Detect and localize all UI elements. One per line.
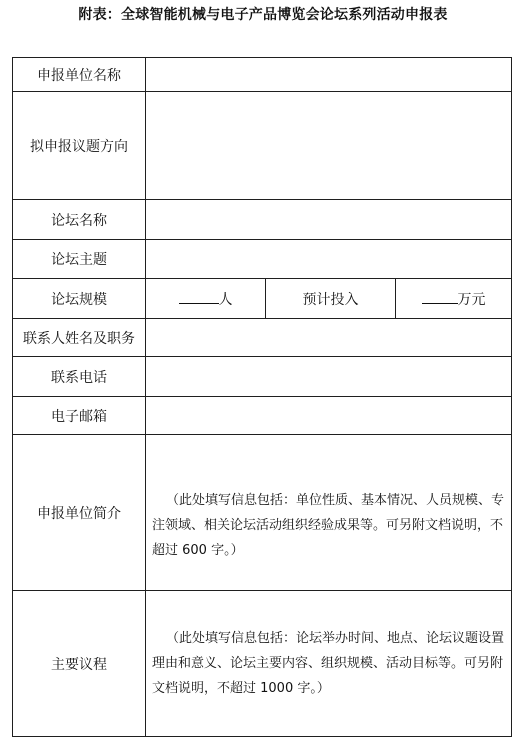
main-agenda-field[interactable] (146, 591, 512, 737)
row-main-agenda (13, 591, 512, 737)
row-contact-phone (13, 357, 512, 397)
row-contact-name (13, 319, 512, 357)
document-title: 附表：全球智能机械与电子产品博览会论坛系列活动申报表 (78, 7, 448, 23)
email-label: 电子邮箱 (13, 397, 146, 435)
topic-direction-field[interactable] (146, 92, 512, 200)
unit-name-label: 申报单位名称 (13, 58, 146, 92)
forum-name-field[interactable] (146, 200, 512, 240)
unit-name-field[interactable] (146, 58, 512, 92)
application-form-table (12, 57, 512, 737)
unit-intro-label: 申报单位简介 (13, 435, 146, 591)
forum-name-label: 论坛名称 (13, 200, 146, 240)
topic-direction-label: 拟申报议题方向 (13, 92, 146, 200)
row-forum-scale (13, 279, 512, 319)
investment-amount-blank[interactable] (422, 303, 458, 304)
email-field[interactable] (146, 397, 512, 435)
row-forum-theme (13, 240, 512, 279)
people-count-field[interactable] (146, 279, 266, 319)
contact-phone-field[interactable] (146, 357, 512, 397)
amount-suffix: 万元 (457, 291, 486, 308)
main-agenda-note: （此处填写信息包括：论坛举办时间、地点、论坛议题设置理由和意义、论坛主要内容、组织规模、活动目标等。可另附文档说明，不超过 1000 字。） (152, 631, 505, 696)
people-count-blank[interactable] (179, 303, 219, 304)
row-topic-direction (13, 92, 512, 200)
contact-phone-label: 联系电话 (13, 357, 146, 397)
row-email (13, 397, 512, 435)
unit-intro-note: （此处填写信息包括：单位性质、基本情况、人员规模、专注领域、相关论坛活动组织经验成果等。可另附文档说明，不超过 600 字。） (152, 493, 505, 558)
investment-label: 预计投入 (266, 279, 396, 319)
row-unit-intro (13, 435, 512, 591)
row-forum-name (13, 200, 512, 240)
investment-amount-field[interactable] (396, 279, 512, 319)
contact-name-field[interactable] (146, 319, 512, 357)
contact-name-label: 联系人姓名及职务 (13, 319, 146, 357)
forum-scale-label: 论坛规模 (13, 279, 146, 319)
forum-theme-field[interactable] (146, 240, 512, 279)
row-unit-name (13, 58, 512, 92)
unit-intro-field[interactable] (146, 435, 512, 591)
people-suffix: 人 (218, 291, 233, 308)
forum-theme-label: 论坛主题 (13, 240, 146, 279)
main-agenda-label: 主要议程 (13, 591, 146, 737)
